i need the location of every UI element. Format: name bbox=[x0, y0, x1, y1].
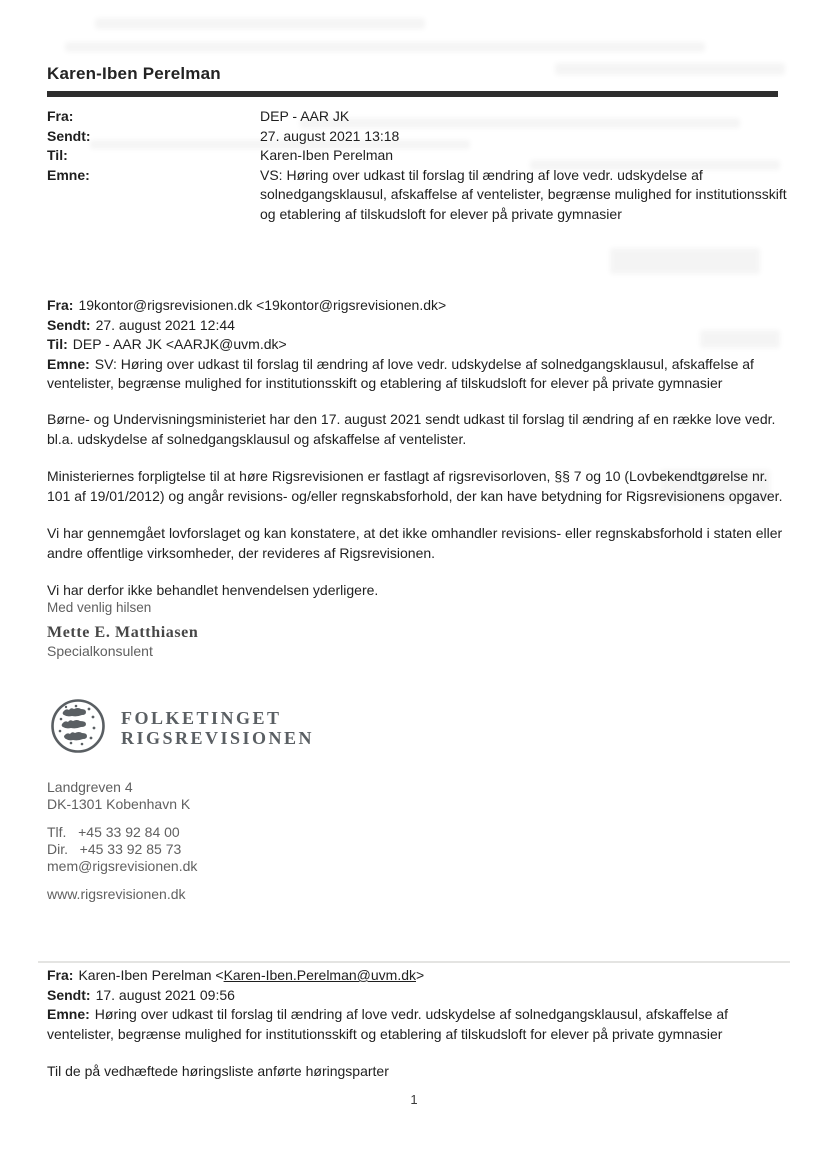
from-name: Karen-Iben Perelman < bbox=[78, 967, 224, 983]
page-number: 1 bbox=[410, 1092, 418, 1107]
sent-value: 17. august 2021 09:56 bbox=[95, 986, 235, 1003]
original-email-header bbox=[47, 966, 789, 1082]
from-label: Fra: bbox=[47, 297, 74, 313]
sent-label: Sendt: bbox=[47, 316, 91, 333]
scan-bleed-artifact bbox=[555, 63, 785, 75]
subject-value: SV: Høring over udkast til forslag til ændring af love vedr. udskydelse af solnedgangsklausul, afskaffelse af ventelister, begrænse mulighed for institutionsskift og etablering af tilskudsloft for elever på private gymnasier bbox=[47, 355, 754, 391]
forwarded-email-header bbox=[47, 107, 800, 224]
signature-block bbox=[47, 600, 198, 659]
header-row-from bbox=[47, 966, 789, 986]
subject-label: Emne: bbox=[47, 355, 90, 372]
section-divider bbox=[38, 961, 790, 963]
header-row-subject bbox=[47, 1005, 789, 1044]
header-row-to bbox=[47, 146, 800, 166]
sent-label: Sendt: bbox=[47, 127, 91, 144]
sent-label: Sendt: bbox=[47, 986, 91, 1003]
from-value: DEP - AAR JK bbox=[260, 108, 350, 124]
sent-value: 27. august 2021 12:44 bbox=[95, 316, 235, 333]
subject-label: Emne: bbox=[47, 1006, 90, 1022]
body-paragraph: Vi har gennemgået lovforslaget og kan konstatere, at det ikke omhandler revisions- eller regnskabsforhold i staten eller andre offentlige virksomheder, der revideres af Rigsrevisionen. bbox=[47, 525, 783, 561]
header-row-sent bbox=[47, 316, 789, 336]
body-paragraph: Ministeriernes forpligtelse til at høre Rigsrevisionen er fastlagt af rigsrevisorloven, §§ 7 og 10 (Lovbekendtgørelse nr. 101 af 19/01/2012) og angår revisions- og/eller regnskabsforhold, der kan have betydning for Rigsrevisionens opgaver. bbox=[47, 468, 783, 504]
email-body bbox=[47, 410, 789, 619]
address-city: DK-1301 Kobenhavn K bbox=[47, 796, 191, 812]
body-paragraph: Børne- og Undervisningsministeriet har den 17. august 2021 sendt udkast til forslag til ændring af en række love vedr. bl.a. udskydelse af solnedgangsklausul og afskaffelse af ventelister. bbox=[47, 411, 776, 447]
header-row-sent bbox=[47, 986, 789, 1006]
from-label: Fra: bbox=[47, 108, 74, 124]
to-value: DEP - AAR JK <AARJK@uvm.dk> bbox=[72, 336, 287, 352]
sent-value: 27. august 2021 13:18 bbox=[260, 127, 400, 144]
header-row-subject bbox=[47, 355, 789, 394]
heading-divider bbox=[47, 91, 778, 97]
to-value: Karen-Iben Perelman bbox=[260, 147, 394, 163]
header-row-to bbox=[47, 335, 789, 355]
logo-line-rigsrevisionen: RIGSREVISIONEN bbox=[121, 727, 315, 748]
scan-bleed-artifact bbox=[65, 42, 705, 52]
subject-value: VS: Høring over udkast til forslag til ændring af love vedr. udskydelse af solnedgangsklausul, afskaffelse af ventelister, begrænse mulighed for institutionsskift og etablering af tilskudsloft for elever på private gymnasier bbox=[260, 166, 787, 222]
signature-name: Mette E. Matthiasen bbox=[47, 624, 199, 641]
logo-wordmark bbox=[121, 708, 314, 748]
to-label: Til: bbox=[47, 147, 68, 163]
scan-bleed-artifact bbox=[95, 18, 425, 29]
from-value: 19kontor@rigsrevisionen.dk <19kontor@rigsrevisionen.dk> bbox=[78, 297, 447, 313]
to-label: Til: bbox=[47, 336, 68, 352]
signature-title: Specialkonsulent bbox=[47, 643, 153, 659]
coat-of-arms-icon bbox=[49, 697, 107, 758]
from-label: Fra: bbox=[47, 967, 74, 983]
address-street: Landgreven 4 bbox=[47, 779, 133, 795]
direct-phone-line: Dir. +45 33 92 85 73 bbox=[47, 841, 182, 857]
signature-closing: Med venlig hilsen bbox=[47, 600, 152, 615]
website: www.rigsrevisionen.dk bbox=[47, 886, 186, 902]
sender-email-link[interactable]: Karen-Iben.Perelman@uvm.dk bbox=[223, 967, 417, 983]
subject-value: Høring over udkast til forslag til ændring af love vedr. udskydelse af solnedgangsklausul, afskaffelse af ventelister, begrænse mulighed for institutionsskift og etablering af tilskudsloft for elever på private gymnasier bbox=[47, 1006, 728, 1042]
page-title: Karen-Iben Perelman bbox=[47, 64, 221, 83]
phone-line: Tlf. +45 33 92 84 00 bbox=[47, 824, 180, 840]
contact-block bbox=[47, 779, 197, 903]
header-row-from bbox=[47, 296, 789, 316]
header-row-sent bbox=[47, 127, 800, 147]
logo-line-folketinget: FOLKETINGET bbox=[121, 707, 282, 728]
subject-label: Emne: bbox=[47, 166, 90, 183]
scan-bleed-artifact bbox=[610, 248, 760, 274]
header-row-from bbox=[47, 107, 800, 127]
from-suffix: > bbox=[416, 967, 425, 983]
recipients-line: Til de på vedhæftede høringsliste anførte høringsparter bbox=[47, 1063, 389, 1079]
reply-email-header bbox=[47, 296, 789, 394]
rigsrevisionen-logo bbox=[49, 697, 314, 758]
contact-email: mem@rigsrevisionen.dk bbox=[47, 858, 198, 874]
header-row-subject bbox=[47, 166, 800, 225]
body-paragraph: Vi har derfor ikke behandlet henvendelsen yderligere. bbox=[47, 582, 379, 598]
